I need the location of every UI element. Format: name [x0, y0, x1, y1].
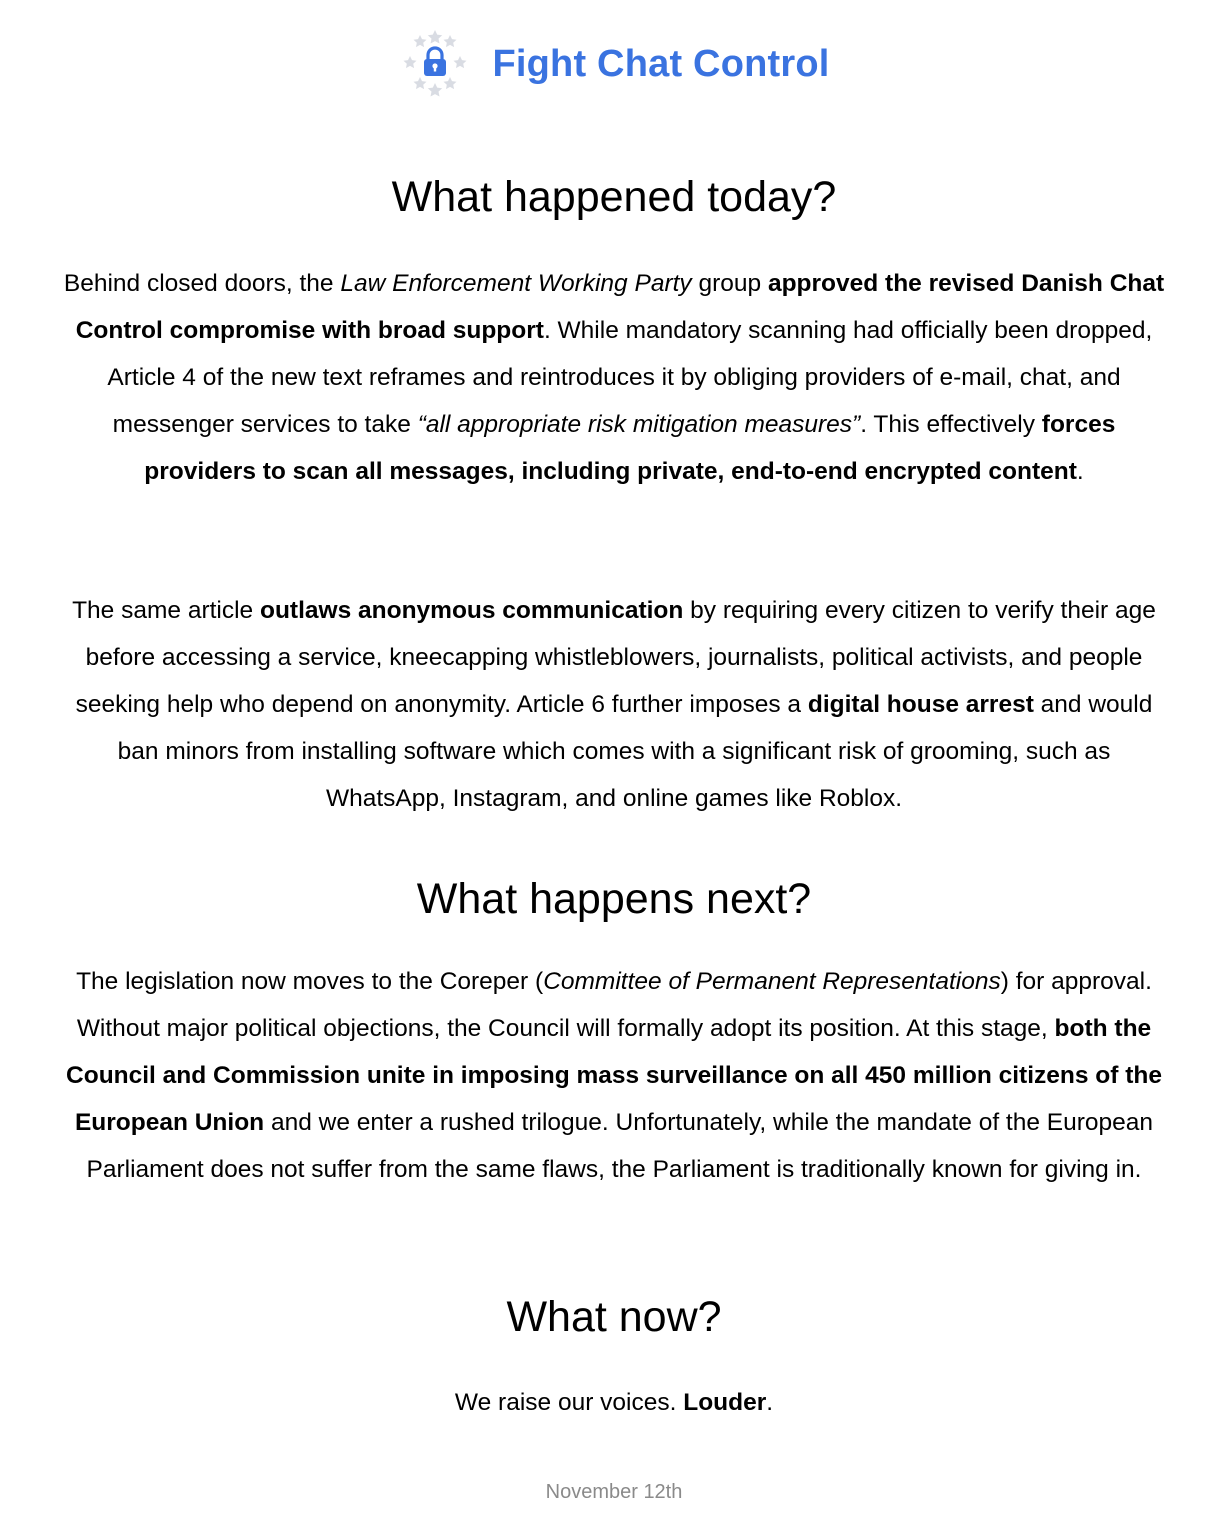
bold-text: approved the revised Danish Chat Control compromise with broad support [75, 270, 1165, 344]
bold-text: both the Council and Commission unite in imposing mass surveillance on all 450 million citizens of the European Union [66, 1015, 1162, 1136]
italic-text: Law Enforcement Working Party [340, 270, 692, 297]
text-run: . [766, 1389, 774, 1416]
text-run: by requiring every citizen to verify their age before accessing a service, kneecapping whistleblowers, journalists, political activists, and people seeking help who depend on anonymity. Article 6 further imposes a [75, 597, 1156, 718]
text-run: and we enter a rushed trilogue. Unfortunately, while the mandate of the European Parliament does not suffer from the same flaws, the Parliament is traditionally known for giving in. [86, 1109, 1154, 1183]
section-heading-what-happens-next: What happens next? [416, 875, 812, 923]
section-heading-what-now: What now? [506, 1293, 722, 1341]
italic-text: “all appropriate risk mitigation measures” [417, 411, 861, 438]
text-run: The same article [72, 597, 260, 624]
text-run: We raise our voices. [454, 1389, 684, 1416]
text-run: group [691, 270, 768, 297]
padlock-with-star-ring-icon [398, 27, 472, 101]
brand-link[interactable] [398, 27, 829, 101]
bold-text: outlaws anonymous communication [260, 597, 684, 624]
publish-date: November 12th [545, 1481, 683, 1503]
paragraph-what-happened-2 [60, 587, 1168, 822]
paragraph-what-happens-next [60, 958, 1168, 1193]
italic-text: Committee of Permanent Representations [543, 968, 1001, 995]
bold-text: forces providers to scan all messages, including private, end-to-end encrypted content [144, 411, 1116, 485]
text-run: . This effectively [860, 411, 1042, 438]
text-run: ) for approval. Without major political objections, the Council will formally adopt its position. At this stage, [76, 968, 1152, 1042]
text-run: and would ban minors from installing software which comes with a significant risk of grooming, such as WhatsApp, Instagram, and online games like Roblox. [117, 691, 1153, 812]
text-run: Behind closed doors, the [63, 270, 341, 297]
brand-name: Fight Chat Control [492, 42, 830, 85]
text-run: . [1076, 458, 1084, 485]
text-run: . While mandatory scanning had officially been dropped, Article 4 of the new text reframes and reintroduces it by obliging providers of e-mail, chat, and messenger services to take [107, 317, 1153, 438]
site-header [0, 22, 1228, 106]
bold-text: digital house arrest [807, 691, 1034, 718]
bold-text: Louder [683, 1389, 767, 1416]
paragraph-what-happened-1 [60, 260, 1168, 495]
paragraph-what-now [60, 1379, 1168, 1426]
text-run: The legislation now moves to the Coreper ( [76, 968, 544, 995]
section-heading-what-happened: What happened today? [391, 173, 837, 221]
